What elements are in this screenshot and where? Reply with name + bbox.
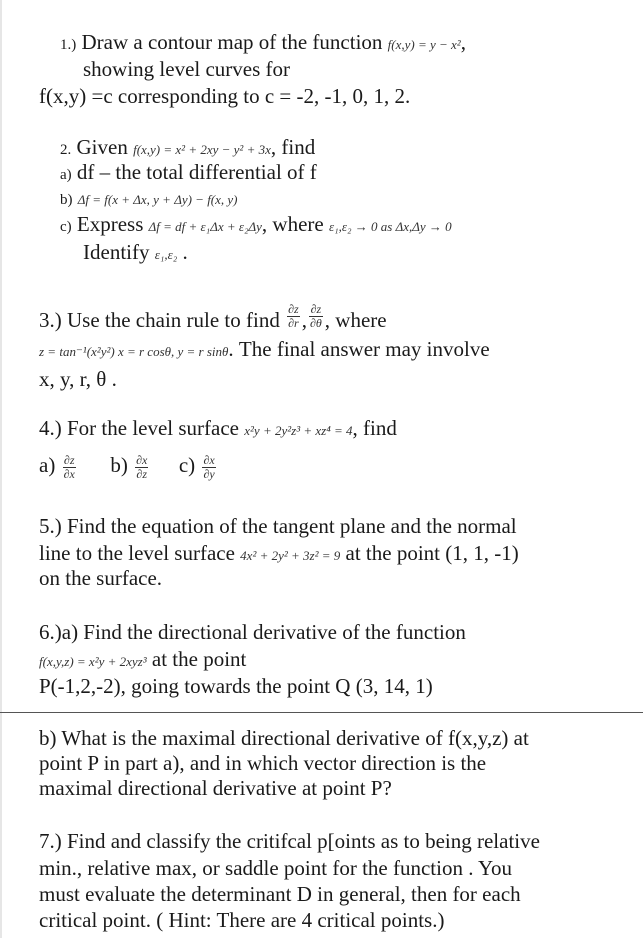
q2-c-text: Express: [76, 212, 144, 236]
q2-function-math: f(x,y) = x² + 2xy − y² + 3x: [133, 142, 271, 157]
q5-line2b: at the point (1, 1, -1): [345, 541, 519, 565]
q4-c-den: ∂y: [203, 466, 215, 481]
q3-where: , where: [324, 308, 387, 332]
q6-line2b: at the point: [151, 647, 247, 671]
q3-derivative-dz-dr: [287, 303, 300, 330]
q6b-line1: b) What is the maximal directional derivative of f(x,y,z) at: [39, 726, 529, 750]
section-divider: [0, 712, 643, 713]
q3-text1: 3.) Use the chain rule to find: [39, 308, 280, 332]
q3-d2-num: ∂z: [310, 301, 322, 316]
q4-c-label: c): [178, 453, 196, 477]
q2-c-label: c): [60, 219, 72, 235]
q1-function-math: f(x,y) = y − x²: [387, 37, 461, 52]
q2-a-label: a): [60, 167, 72, 183]
q1-line2: showing level curves for: [83, 57, 291, 81]
q5-math: 4x² + 2y² + 3z² = 9: [240, 548, 341, 563]
q4-c-derivative: [202, 454, 215, 481]
q3-line3: x, y, r, θ .: [39, 367, 117, 391]
q2-find: , find: [270, 135, 316, 159]
q6b-line3: maximal directional derivative at point P?: [39, 776, 392, 800]
q6-line3: P(-1,2,-2), going towards the point Q (3, 14, 1): [39, 674, 433, 698]
q4-parts: [39, 450, 218, 481]
q2-part-c: [60, 212, 452, 239]
q2-identify-math: ε₁,ε₂: [154, 247, 178, 262]
q4-a-derivative: [63, 454, 76, 481]
q1-line3: f(x,y) =c corresponding to c = -2, -1, 0, 1, 2.: [39, 84, 411, 108]
q2-c-where: , where: [261, 212, 324, 236]
q3-text2: . The final answer may involve: [228, 337, 490, 361]
q4-find: , find: [352, 416, 397, 440]
q4-b-derivative: [135, 454, 148, 481]
q5-line2: [39, 541, 519, 568]
q1-number: 1.): [60, 37, 77, 53]
q5-line1: 5.) Find the equation of the tangent plane and the normal: [39, 514, 517, 538]
q6b-line2: point P in part a), and in which vector direction is the: [39, 751, 487, 775]
q4-a-label: a): [39, 453, 56, 477]
q5-line3: on the surface.: [39, 566, 163, 590]
q4-b-den: ∂z: [136, 466, 148, 481]
q2-identify-line: [83, 240, 188, 267]
q2-identify-text: Identify: [83, 240, 150, 264]
q3-line2: [39, 337, 490, 364]
q5-line2a: line to the level surface: [39, 541, 235, 565]
q2-part-a: [60, 160, 317, 187]
q3-derivative-dz-dtheta: [309, 303, 323, 330]
q4-math: x²y + 2y²z³ + xz⁴ = 4: [244, 423, 353, 438]
q2-b-math: Δf = f(x + Δx, y + Δy) − f(x, y): [77, 192, 238, 207]
q7-line3: must evaluate the determinant D in general, then for each: [39, 882, 521, 906]
q4-a-num: ∂z: [63, 452, 75, 467]
q7-line2: min., relative max, or saddle point for the function . You: [39, 856, 513, 880]
q3-d2-den: ∂θ: [309, 315, 322, 330]
left-edge-divider: [0, 0, 2, 938]
q4-b-num: ∂x: [136, 452, 148, 467]
q2-b-label: b): [60, 192, 73, 208]
q4-b-label: b): [110, 453, 128, 477]
q4-text1: 4.) For the level surface: [39, 416, 240, 440]
q2-c-math: Δf = df + ε₁Δx + ε₂Δy: [148, 219, 262, 234]
q3-d1-num: ∂z: [288, 301, 299, 316]
q2-a-text: df – the total differential of f: [76, 160, 317, 184]
q2-line1: [60, 135, 315, 162]
q1-line1: [60, 30, 466, 57]
q2-given: Given: [76, 135, 128, 159]
q4-line1: [39, 416, 397, 443]
q6-line1: 6.)a) Find the directional derivative of the function: [39, 620, 466, 644]
q7-line4: critical point. ( Hint: There are 4 critical points.): [39, 908, 445, 932]
q2-number: 2.: [60, 142, 72, 158]
q4-a-den: ∂x: [63, 466, 75, 481]
q2-c-math2: ε₁,ε₂ → 0 as Δx,Δy → 0: [328, 219, 452, 234]
q7-line1: 7.) Find and classify the critifcal p[oints as to being relative: [39, 829, 540, 853]
q4-c-num: ∂x: [203, 452, 215, 467]
q1-text: Draw a contour map of the function: [81, 30, 383, 54]
q2-identify-end: .: [182, 240, 188, 264]
q1-comma: ,: [460, 30, 466, 54]
q2-part-b: [60, 185, 238, 212]
q6-math: f(x,y,z) = x²y + 2xyz³: [39, 654, 147, 669]
q3-line1: 3.) Use the chain rule to find $\frac{\partial z}{\partial r}$ , $\frac{\partial z}{\partial\theta}$ , where: [39, 301, 387, 332]
q3-math: z = tan⁻¹(x²y²) x = r cosθ, y = r sinθ: [39, 344, 229, 359]
q6-line2: [39, 647, 246, 674]
q3-d1-den: ∂r: [288, 315, 299, 330]
